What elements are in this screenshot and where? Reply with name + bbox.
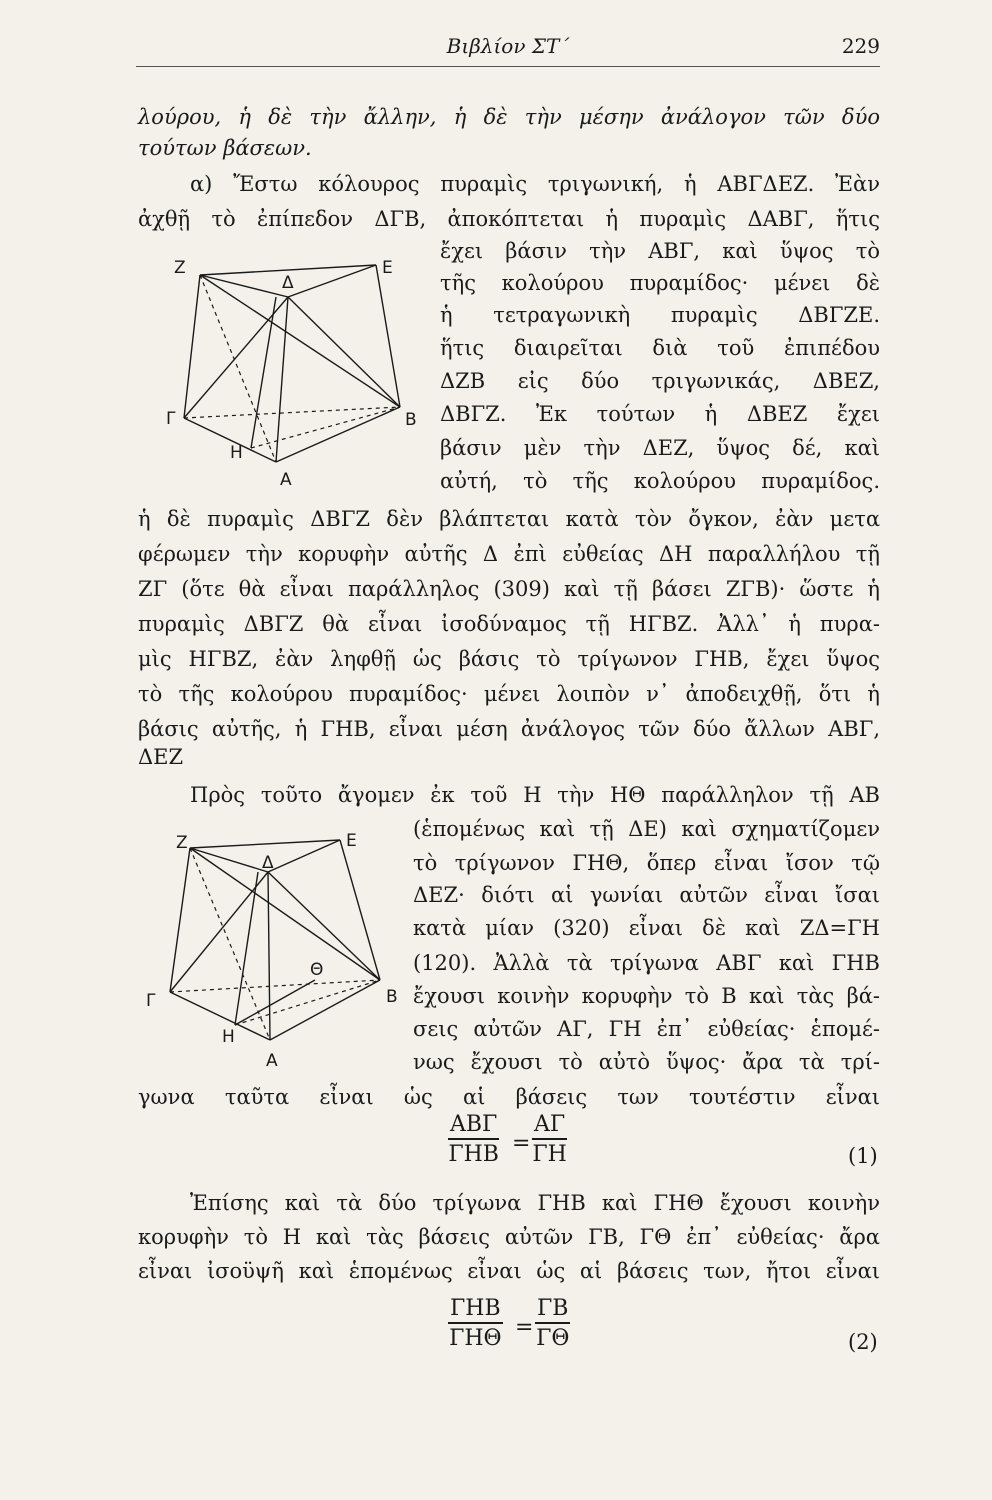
vertex-label-g: Γ — [166, 409, 176, 429]
denominator: ΓΗΒ — [448, 1142, 499, 1167]
page-header — [136, 30, 880, 67]
vertex-label-z: Ζ — [176, 833, 188, 853]
text-line: τὸ τῆς κολούρου πυραμίδος· μένει λοιπὸν ν᾽ ἀποδειχθῇ, ὅτι ἡ — [138, 682, 880, 706]
text-line: ἔχουσι κοινὴν κορυφὴν τὸ Β καὶ τὰς βά- — [413, 984, 880, 1008]
vertex-label-b: Β — [405, 410, 417, 430]
text-line: πυραμὶς ΔΒΓΖ θὰ εἶναι ἰσοδύναμος τῇ ΗΓΒΖ. Ἀλλ᾽ ἡ πυρα- — [138, 612, 880, 636]
denominator: ΓΘ — [536, 1326, 570, 1351]
text-line: ἔχει βάσιν τὴν ΑΒΓ, καὶ ὕψος τὸ — [440, 239, 880, 263]
text-line: κατὰ μίαν (320) εἶναι δὲ καὶ ΖΔ=ΓΗ — [413, 916, 880, 940]
numerator: ΑΓ — [532, 1112, 567, 1140]
truncated-pyramid-figure-1 — [148, 240, 423, 495]
text-line: ΔΖΒ εἰς δύο τριγωνικάς, ΔΒΕΖ, — [440, 369, 880, 393]
text-line: βάσις αὐτῆς, ἡ ΓΗΒ, εἶναι μέση ἀνάλογος τῶν δύο ἄλλων ΑΒΓ, — [138, 717, 880, 741]
vertex-label-a: Α — [266, 1051, 278, 1071]
text-line: τούτων βάσεων. — [138, 136, 312, 160]
text-line: ἡ δὲ πυραμὶς ΔΒΓΖ δὲν βλάπτεται κατὰ τὸν ὄγκον, ἐὰν μετα — [138, 507, 880, 531]
text-line: αὐτή, τὸ τῆς κολούρου πυραμίδος. — [440, 469, 880, 493]
text-line: (120). Ἀλλὰ τὰ τρίγωνα ΑΒΓ καὶ ΓΗΒ — [413, 951, 880, 975]
text-line: ἡ τετραγωνικὴ πυραμὶς ΔΒΓΖΕ. — [440, 303, 880, 327]
text-line: εἶναι ἰσοϋψῆ καὶ ἑπομένως εἶναι ὡς αἱ βάσεις των, ἤτοι εἶναι — [138, 1259, 880, 1283]
truncated-pyramid-figure-2 — [140, 820, 410, 1075]
equals-sign: = — [512, 1131, 531, 1156]
page-number: 229 — [841, 34, 880, 58]
text-line: βάσιν μὲν τὴν ΔΕΖ, ὕψος δέ, καὶ — [440, 436, 880, 460]
numerator: ΓΗΒ — [448, 1296, 503, 1324]
text-line: ΔΕΖ — [138, 745, 184, 769]
equation-number: (1) — [848, 1144, 878, 1168]
text-line: τὸ τρίγωνον ΓΗΘ, ὅπερ εἶναι ἴσον τῷ — [413, 851, 880, 875]
text-line: ἥτις διαιρεῖται διὰ τοῦ ἐπιπέδου — [440, 336, 880, 360]
fraction-left-2 — [448, 1296, 503, 1351]
text-line: ΔΒΓΖ. Ἐκ τούτων ἡ ΔΒΕΖ ἔχει — [440, 402, 880, 426]
text-line: μὶς ΗΓΒΖ, ἐὰν ληφθῇ ὡς βάσις τὸ τρίγωνον ΓΗΒ, ἔχει ὕψος — [138, 647, 880, 671]
text-line: τῆς κολούρου πυραμίδος· μένει δὲ — [440, 271, 880, 295]
text-line: Ἐπίσης καὶ τὰ δύο τρίγωνα ΓΗΒ καὶ ΓΗΘ ἔχουσι κοινὴν — [190, 1191, 880, 1215]
vertex-label-h: Η — [230, 443, 243, 463]
text-line: σεις αὐτῶν ΑΓ, ΓΗ ἐπ᾽ εὐθείας· ἑπομέ- — [413, 1017, 880, 1041]
text-line: φέρωμεν τὴν κορυφὴν αὐτῆς Δ ἐπὶ εὐθείας ΔΗ παραλλήλου τῇ — [138, 542, 880, 566]
text-line: α) Ἔστω κόλουρος πυραμὶς τριγωνική, ἡ ΑΒΓΔΕΖ. Ἐὰν — [190, 172, 880, 196]
vertex-label-g: Γ — [146, 991, 156, 1011]
numerator: ΓΒ — [535, 1296, 570, 1324]
text-line: (ἑπομένως καὶ τῇ ΔΕ) καὶ σχηματίζομεν — [413, 817, 880, 841]
text-line: ΖΓ (ὅτε θὰ εἶναι παράλληλος (309) καὶ τῇ βάσει ΖΓΒ)· ὥστε ἡ — [138, 577, 880, 601]
vertex-label-e: Ε — [346, 831, 357, 851]
text-line: ἀχθῇ τὸ ἐπίπεδον ΔΓΒ, ἀποκόπτεται ἡ πυραμὶς ΔΑΒΓ, ἥτις — [138, 207, 880, 231]
fraction-right-2 — [535, 1296, 570, 1351]
text-line: λούρου, ἡ δὲ τὴν ἄλλην, ἡ δὲ τὴν μέσην ἀνάλογον τῶν δύο — [138, 105, 880, 129]
equation-number: (2) — [848, 1330, 878, 1354]
denominator: ΓΗΘ — [449, 1326, 502, 1351]
fraction-right-1 — [532, 1112, 567, 1167]
vertex-label-d: Δ — [282, 273, 294, 293]
vertex-label-b: Β — [386, 987, 398, 1007]
text-line: ΔΕΖ· διότι αἱ γωνίαι αὐτῶν εἶναι ἴσαι — [413, 883, 880, 907]
equals-sign: = — [515, 1315, 534, 1340]
fraction-left-1 — [448, 1112, 499, 1167]
text-line: γωνα ταῦτα εἶναι ὡς αἱ βάσεις των τουτέστιν εἶναι — [138, 1085, 880, 1109]
text-line: νως ἔχουσι τὸ αὐτὸ ὕψος· ἄρα τὰ τρί- — [413, 1050, 880, 1074]
vertex-label-e: Ε — [382, 258, 393, 278]
numerator: ΑΒΓ — [448, 1112, 499, 1140]
vertex-label-h: Η — [222, 1027, 235, 1047]
denominator: ΓΗ — [532, 1142, 567, 1167]
vertex-label-th: Θ — [310, 960, 324, 980]
vertex-label-a: Α — [280, 470, 292, 490]
text-line: Πρὸς τοῦτο ἄγομεν ἐκ τοῦ Η τὴν ΗΘ παράλληλον τῇ ΑΒ — [190, 783, 880, 807]
text-line: κορυφὴν τὸ Η καὶ τὰς βάσεις αὐτῶν ΓΒ, ΓΘ ἐπ᾽ εὐθείας· ἄρα — [138, 1225, 880, 1249]
running-title: Βιβλίον ΣΤ΄ — [446, 34, 570, 58]
vertex-label-z: Ζ — [174, 258, 186, 278]
vertex-label-d: Δ — [262, 853, 274, 873]
